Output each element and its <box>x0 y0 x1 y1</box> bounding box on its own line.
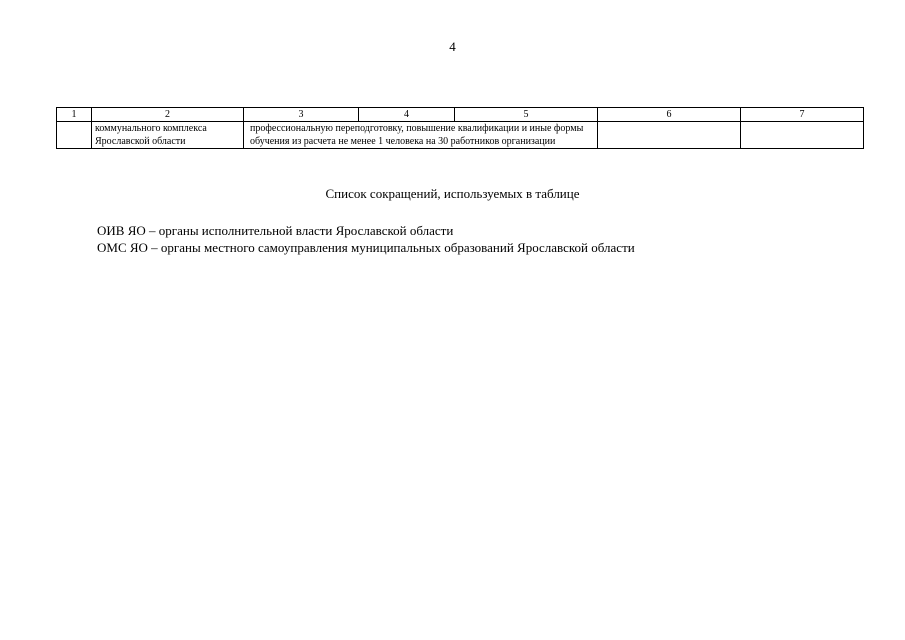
cell-col6 <box>598 122 741 149</box>
column-header-1: 1 <box>57 108 92 122</box>
cell-col3-5: профессиональную переподготовку, повышение квалификации и иные формы обучения из расчета не менее 1 человека на 30 работников организации <box>244 122 598 149</box>
table-header-row <box>57 108 864 122</box>
abbreviations-list <box>97 222 635 256</box>
table-row <box>57 122 864 149</box>
cell-col2: коммунального комплекса Ярославской области <box>92 122 244 149</box>
data-table <box>56 107 864 149</box>
column-header-4: 4 <box>359 108 455 122</box>
abbreviation-item: ОМС ЯО – органы местного самоуправления муниципальных образований Ярославской области <box>97 240 635 255</box>
cell-col7 <box>741 122 864 149</box>
abbreviation-item: ОИВ ЯО – органы исполнительной власти Ярославской области <box>97 223 454 238</box>
column-header-5: 5 <box>455 108 598 122</box>
column-header-6: 6 <box>598 108 741 122</box>
page-number: 4 <box>449 39 456 54</box>
column-header-3: 3 <box>244 108 359 122</box>
column-header-7: 7 <box>741 108 864 122</box>
cell-col1 <box>57 122 92 149</box>
abbreviations-title: Список сокращений, используемых в таблице <box>325 186 580 201</box>
column-header-2: 2 <box>92 108 244 122</box>
